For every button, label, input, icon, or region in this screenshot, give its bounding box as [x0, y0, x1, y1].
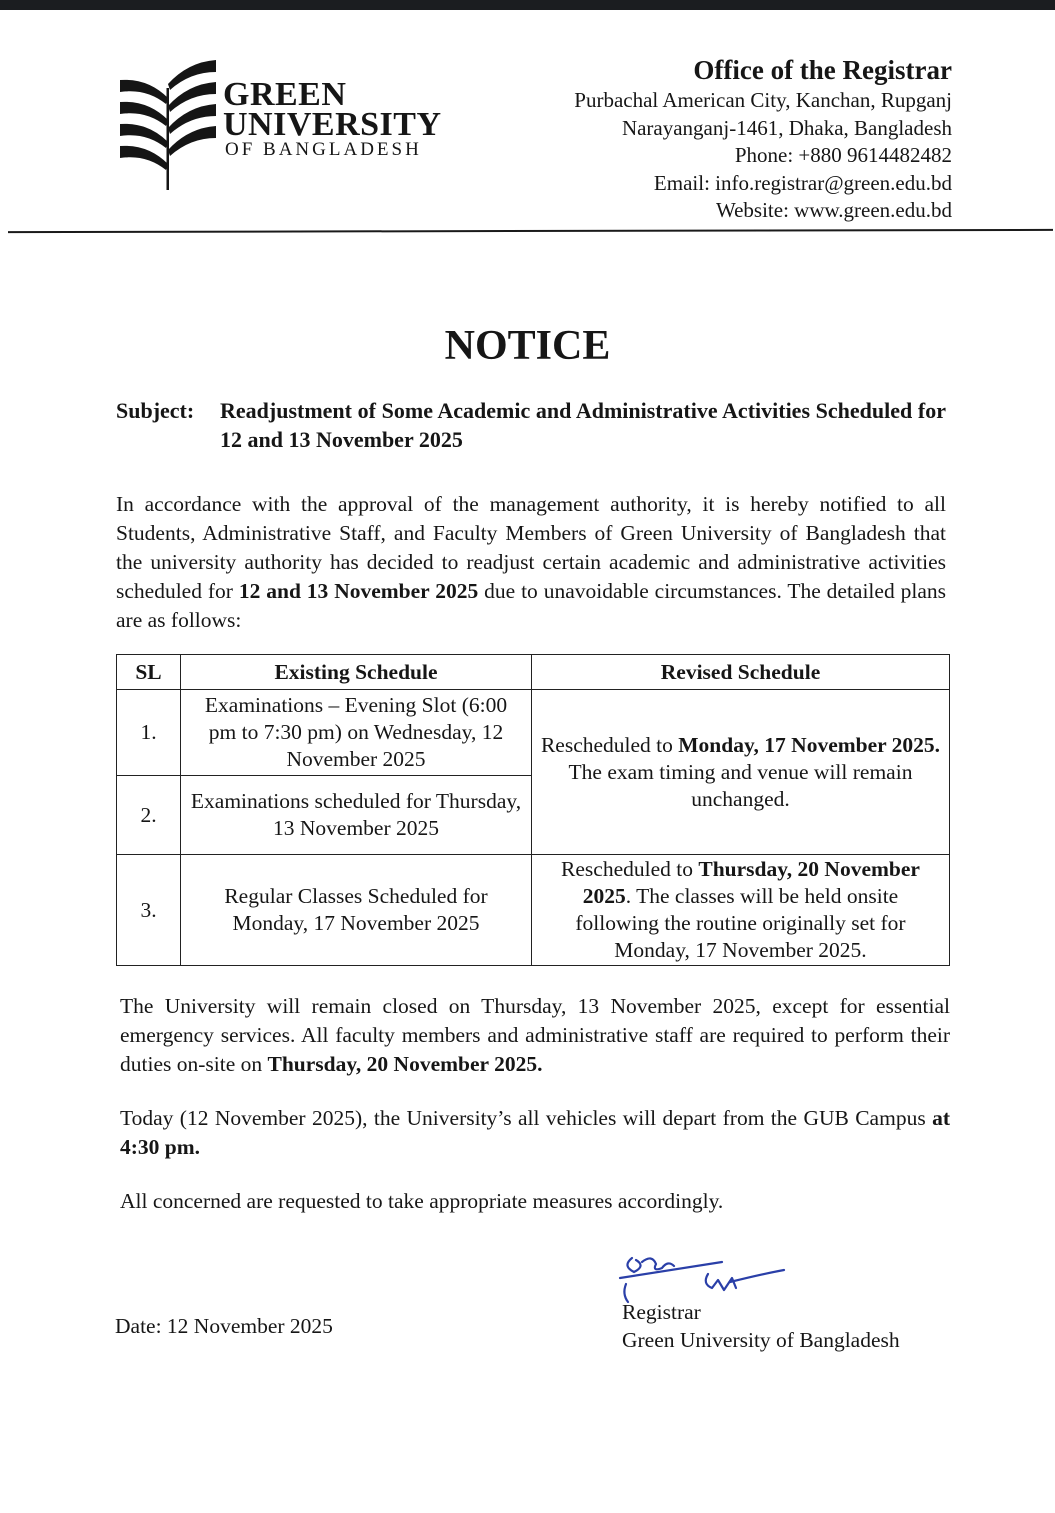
revised-text: Rescheduled to [561, 857, 699, 881]
header-existing-schedule: Existing Schedule [181, 655, 532, 690]
signatory-organization: Green University of Bangladesh [622, 1328, 900, 1352]
revised-date-bold: Thursday, 20 November 2025 [582, 857, 920, 908]
signatory-block [622, 1298, 900, 1354]
notice-subject [116, 396, 946, 454]
office-website: Website: www.green.edu.bd [715, 198, 952, 222]
subject-text: Readjustment of Some Academic and Administrative Activities Scheduled for 12 and 13 November 2025 [220, 398, 946, 452]
intro-text-end: due to unavoidable circumstances. The detailed plans are as follows: [116, 579, 946, 632]
row-revised [532, 855, 950, 966]
closure-date-bold: Thursday, 20 November 2025. [267, 1052, 543, 1076]
header-divider [8, 229, 1053, 233]
row-existing: Regular Classes Scheduled for Monday, 17 November 2025 [181, 855, 532, 966]
office-email: Email: info.registrar@green.edu.bd [653, 170, 952, 195]
vehicles-text: Today (12 November 2025), the University’s all vehicles will depart from the GUB Campus [120, 1106, 933, 1130]
office-title: Office of the Registrar [693, 55, 952, 85]
closure-paragraph [120, 992, 950, 1079]
logo-text-of-bangladesh: OF BANGLADESH [225, 139, 422, 160]
row-existing: Examinations – Evening Slot (6:00 pm to 7:30 pm) on Wednesday, 12 November 2025 [181, 690, 532, 776]
intro-dates-bold: 12 and 13 November 2025 [238, 579, 479, 603]
notice-title: NOTICE [444, 323, 611, 369]
row-revised-merged [532, 690, 950, 855]
notice-date: Date: 12 November 2025 [115, 1314, 333, 1338]
header-sl: SL [117, 655, 181, 690]
intro-paragraph [116, 490, 946, 635]
table-row [117, 690, 950, 776]
row-sl: 1. [117, 690, 181, 776]
subject-label: Subject: [116, 398, 195, 423]
logo-text-green: GREEN [223, 76, 347, 113]
revised-text: Rescheduled to [540, 732, 679, 757]
table-row [117, 855, 950, 966]
wheat-emblem-icon [118, 58, 228, 198]
office-phone: Phone: +880 9614482482 [734, 143, 952, 167]
table-header-row [117, 655, 950, 690]
row-existing: Examinations scheduled for Thursday, 13 November 2025 [181, 776, 532, 855]
scan-top-edge [0, 0, 1055, 10]
office-address-line-2: Narayanganj-1461, Dhaka, Bangladesh [621, 115, 952, 140]
vehicles-paragraph [120, 1104, 950, 1162]
logo-text-university: UNIVERSITY [223, 106, 442, 143]
revised-text-end: . The classes will be held onsite following the routine originally set for Monday, 17 November 2025. [575, 884, 906, 962]
row-sl: 2. [117, 776, 181, 855]
vehicles-time-bold: at 4:30 pm. [120, 1106, 950, 1159]
closing-paragraph: All concerned are requested to take appropriate measures accordingly. [120, 1189, 724, 1213]
row-sl: 3. [117, 855, 181, 966]
office-address-line-1: Purbachal American City, Kanchan, Rupganj [574, 88, 952, 112]
closure-text: The University will remain closed on Thursday, 13 November 2025, except for essential emergency services. All faculty members and administrative staff are required to perform their duties on-site on [120, 994, 950, 1076]
header-revised-schedule: Revised Schedule [532, 655, 950, 690]
revised-date-bold: Monday, 17 November 2025. [678, 732, 941, 757]
university-logo [118, 58, 478, 198]
signatory-title: Registrar [622, 1300, 701, 1324]
schedule-table [116, 654, 950, 966]
registrar-office-header [574, 54, 952, 225]
revised-text-end: The exam timing and venue will remain unchanged. [568, 759, 913, 811]
intro-text: In accordance with the approval of the management authority, it is hereby notified to all Students, Administrative Staff, and Faculty Members of Green University of Bangladesh that the university authority has decided to readjust certain academic and administrative activities scheduled for [116, 492, 946, 603]
